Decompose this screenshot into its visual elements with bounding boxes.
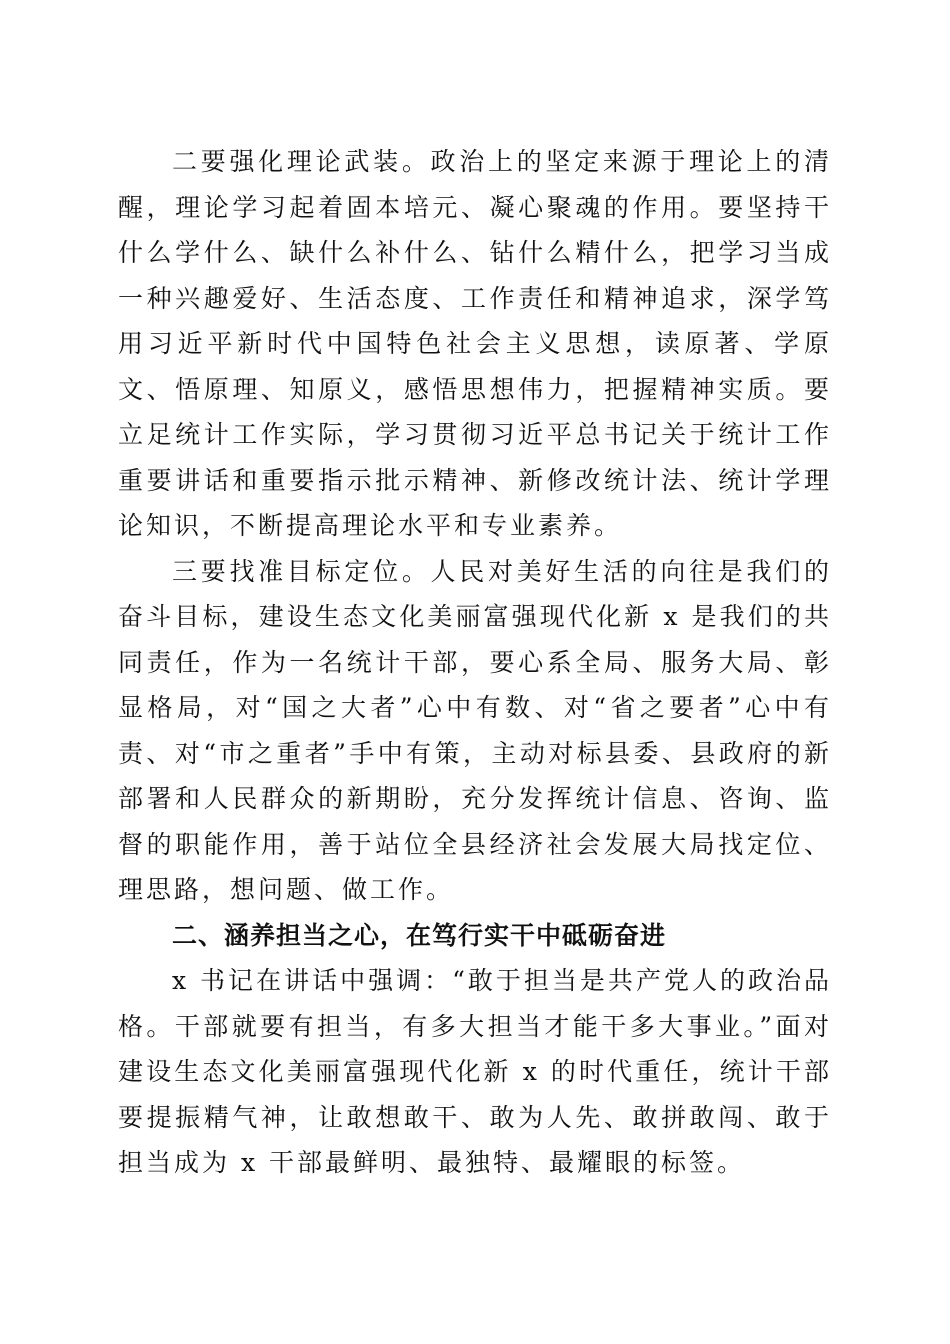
paragraph-theory-study: 二要强化理论武装。政治上的坚定来源于理论上的清醒，理论学习起着固本培元、凝心聚魂的作用。要坚持干什么学什么、缺什么补什么、钻什么精什么，把学习当成一种兴趣爱好、生活态度、工作责任和精神追求，深学笃用习近平新时代中国特色社会主义思想，读原著、学原文、悟原理、知原义，感悟思想伟力，把握精神实质。要立足统计工作实际，学习贯彻习近平总书记关于统计工作重要讲话和重要指示批示精神、新修改统计法、统计学理论知识，不断提高理论水平和专业素养。: [118, 147, 832, 540]
document-body: [118, 139, 832, 1186]
paragraph-responsibility: x 书记在讲话中强调：“敢于担当是共产党人的政治品格。干部就要有担当，有多大担当才能干多大事业。”面对建设生态文化美丽富强现代化新 x 的时代重任，统计干部要提振精气神，让敢想敢干、敢为人先、敢拼敢闯、敢于担当成为 x 干部最鲜明、最独特、最耀眼的标签。: [118, 966, 832, 1177]
paragraph-goal-positioning: 三要找准目标定位。人民对美好生活的向往是我们的奋斗目标，建设生态文化美丽富强现代化新 x 是我们的共同责任，作为一名统计干部，要心系全局、服务大局、彰显格局，对“国之大者”心中有数、对“省之要者”心中有责、对“市之重者”手中有策，主动对标县委、县政府的新部署和人民群众的新期盼，充分发挥统计信息、咨询、监督的职能作用，善于站位全县经济社会发展大局找定位、理思路，想问题、做工作。: [118, 556, 833, 904]
section-heading: 二、涵养担当之心，在笃行实干中砥砺奋进: [172, 920, 667, 950]
